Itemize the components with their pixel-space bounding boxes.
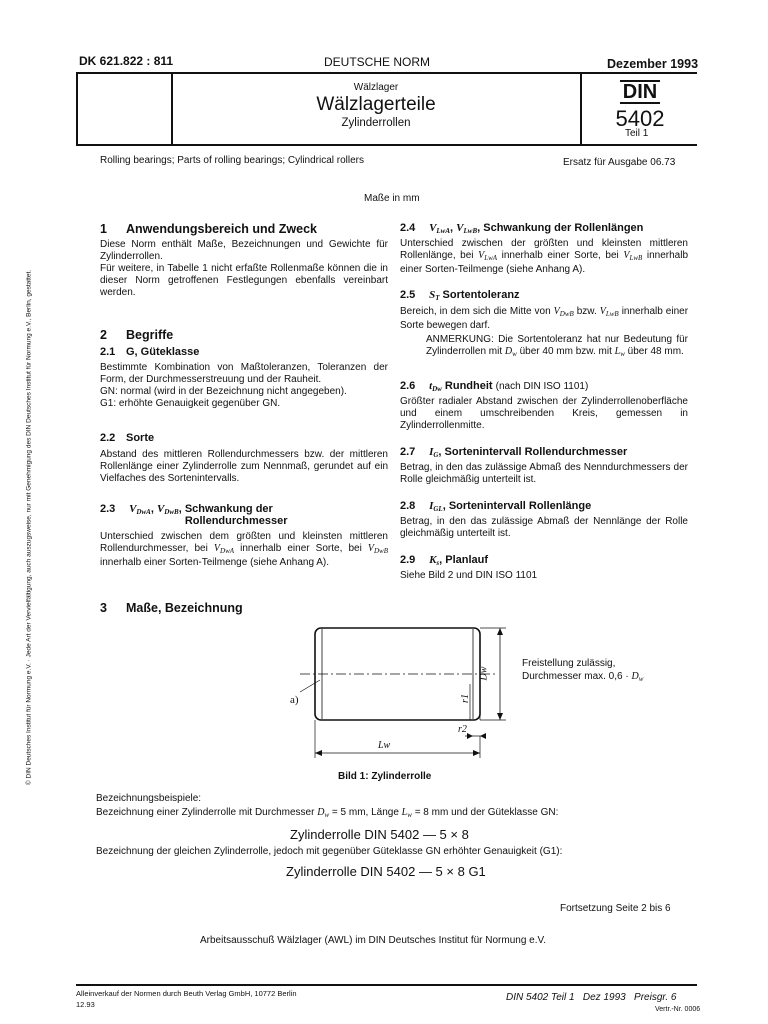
symbol: $V_{DwB}$ — [156, 503, 179, 516]
footer-vertr-number: Vertr.-Nr. 0006 — [655, 1006, 701, 1013]
paragraph: Diese Norm enthält Maße, Bezeichnungen und Gewichte für Zylinderrollen. — [100, 239, 388, 262]
figure-label-r2: r2 — [458, 724, 467, 735]
din-number: 5402 — [615, 106, 665, 131]
section-title: Sorte — [126, 432, 155, 444]
a-leader-line — [300, 680, 320, 692]
figure-label-a: a) — [290, 694, 299, 706]
figure-cylindrical-roller — [270, 620, 520, 765]
figure-label-r1: r1 — [459, 694, 471, 703]
footer-sales-note: Alleinverkauf der Normen durch Beuth Verlag GmbH, 10772 Berlin — [76, 989, 297, 998]
section-2-1-body — [100, 362, 388, 410]
footer-edition-code: 12.93 — [76, 1000, 95, 1009]
paragraph: Bestimmte Kombination von Maßtoleranzen, Toleranzen der Form, der Durchmesserstreuung und der Rauheit. — [100, 362, 388, 385]
issue-date: Dezember 1993 — [607, 57, 699, 71]
section-number: 2.5 — [400, 289, 416, 301]
titlebox-divider-right — [580, 72, 582, 145]
symbol: $V_{DwA}$ — [129, 503, 151, 516]
din-part: Teil 1 — [625, 128, 649, 139]
norm-label: DEUTSCHE NORM — [324, 55, 431, 69]
section-2-6-body — [400, 396, 688, 432]
examples-title: Bezeichnungsbeispiele: — [96, 793, 202, 804]
section-number: 3 — [100, 601, 107, 615]
paragraph: Betrag, in den das zulässige Abmaß des Nenndurchmessers der Rolle gleichmäßig unterteilt ist. — [400, 462, 688, 485]
section-3-heading — [100, 601, 243, 615]
example-1-desc: Bezeichnung einer Zylinderrolle mit Durchmesser $D_w = 5$ mm, Länge $L_w = 8$ mm und der Güteklasse GN: — [96, 807, 559, 819]
figure-label-dw: Dw — [478, 666, 490, 681]
section-2-2-heading — [100, 432, 154, 444]
section-title: Maße, Bezeichnung — [126, 601, 243, 615]
titlebox-top-line — [76, 72, 697, 74]
section-title: Sortenintervall Rollendurchmesser — [444, 446, 628, 458]
figure-note — [522, 657, 643, 686]
section-title: Schwankung der Rollenlängen — [483, 222, 644, 234]
section-title: Sortentoleranz — [442, 289, 520, 301]
example-2-desc: Bezeichnung der gleichen Zylinderrolle, jedoch mit gegenüber Güteklasse GN erhöhter Genauigkeit (G1): — [96, 846, 563, 857]
figure-note-line1: Freistellung zulässig, — [522, 658, 616, 669]
section-title: Rundheit — [444, 380, 493, 392]
section-2-7-body — [400, 462, 688, 486]
titlebox-left-line — [76, 72, 78, 145]
paragraph: GN: normal (wird in der Bezeichnung nicht angegeben). — [100, 386, 347, 397]
section-2-8-body — [400, 516, 688, 540]
section-title: Schwankung der Rollendurchmesser — [184, 503, 288, 527]
paragraph: Abstand des mittleren Rollendurchmessers bzw. der mittleren Rollenlänge einer Zylinderrolle zum Nennmaß, gerundet auf ein Vielfaches des Sortenintervalls. — [100, 449, 388, 484]
section-title: G, Güteklasse — [126, 346, 200, 358]
designation-examples — [96, 793, 696, 879]
section-title: Planlauf — [445, 554, 489, 566]
section-2-2-body — [100, 449, 388, 485]
section-number: 1 — [100, 222, 107, 236]
section-title: Begriffe — [126, 328, 174, 342]
section-number: 2.6 — [400, 380, 416, 392]
section-2-4-heading: 2.4 $V_{LwA}$, $V_{LwB}$, Schwankung der Rollenlängen — [400, 222, 644, 235]
paragraph: Siehe Bild 2 und DIN ISO 1101 — [400, 570, 538, 581]
paragraph: Für weitere, in Tabelle 1 nicht erfaßte Rollenmaße können die in dieser Norm getroffenen Festlegungen ebenfalls vereinbart werden. — [100, 263, 388, 298]
page-title: Wälzlagerteile — [316, 94, 436, 115]
footer-doc-info: DIN 5402 Teil 1 Dez 1993 Preisgr. 6 — [506, 992, 677, 1003]
paragraph: Betrag, in den das zulässige Abmaß der Nennlänge der Rolle gleichmäßig unterteilt ist. — [400, 516, 688, 539]
section-2-3-body — [100, 531, 388, 569]
example-2-designation: Zylinderrolle DIN 5402 — 5 × 8 G1 — [286, 864, 486, 879]
section-number: 2.9 — [400, 554, 416, 566]
titlebox-bottom-line — [76, 144, 697, 146]
section-title: Sortenintervall Rollenlänge — [448, 500, 592, 512]
section-number: 2.8 — [400, 500, 416, 512]
section-reference: (nach DIN ISO 1101) — [495, 381, 589, 392]
section-2-1-heading — [100, 346, 199, 358]
din-logo-text: DIN — [620, 80, 660, 104]
continuation-note: Fortsetzung Seite 2 bis 6 — [560, 903, 671, 914]
section-2-9-body — [400, 570, 688, 582]
figure-caption: Bild 1: Zylinderrolle — [338, 771, 432, 782]
units-note: Maße in mm — [364, 193, 420, 204]
figure-label-lw: Lw — [378, 740, 391, 751]
english-title: Rolling bearings; Parts of rolling bearings; Cylindrical rollers — [100, 155, 365, 166]
paragraph: Unterschied zwischen der größten und kleinsten mittleren Rollenlänge, bei $V_{LwA}$ innerhalb einer Sorte, bei $V_{LwB}$ innerhalb einer Sorten-Teilmenge (siehe Anhang A). — [400, 238, 689, 275]
section-number: 2.4 — [400, 222, 416, 234]
paragraph: Bereich, in dem sich die Mitte von $V_{DwB}$ bzw. $V_{LwB}$ innerhalb einer Sorte bewegen darf. — [400, 306, 689, 331]
section-number: 2.3 — [100, 503, 116, 515]
paragraph: Unterschied zwischen dem größten und kleinsten mittleren Rollendurchmesser, bei $V_{DwA}$ innerhalb einer Sorte, bei $V_{DwB}$ innerhalb einer Sorten-Teilmenge (siehe Anhang A). — [100, 531, 388, 568]
section-2-4-body — [400, 238, 688, 276]
title-subtitle: Zylinderrollen — [341, 117, 411, 129]
title-small: Wälzlager — [353, 82, 399, 93]
section-2-5-heading: 2.5 $S_T$ Sortentoleranz — [400, 289, 520, 302]
section-number: 2.7 — [400, 446, 416, 458]
section-title: Anwendungsbereich und Zweck — [126, 222, 317, 236]
figure-note-line2: Durchmesser max. $0,6 \cdot D_w$ — [522, 671, 644, 683]
section-1-body — [100, 239, 388, 299]
paragraph: G1: erhöhte Genauigkeit gegenüber GN. — [100, 398, 281, 409]
example-1-designation: Zylinderrolle DIN 5402 — 5 × 8 — [290, 827, 469, 842]
section-2-3-heading: 2.3 $V_{DwA}$, $V_{DwB}$, Schwankung der Rollendurchmesser — [100, 503, 390, 527]
din-logo — [620, 80, 660, 104]
section-2-heading — [100, 328, 173, 342]
committee-note: Arbeitsausschuß Wälzlager (AWL) im DIN Deutsches Institut für Normung e.V. — [200, 935, 547, 946]
dk-number: DK 621.822 : 811 — [79, 54, 174, 68]
section-number: 2 — [100, 328, 107, 342]
section-number: 2.2 — [100, 432, 116, 444]
section-1-heading — [100, 222, 317, 236]
section-2-7-heading: 2.7 $I_G$, Sortenintervall Rollendurchmesser — [400, 446, 628, 459]
footer-rule — [76, 984, 697, 986]
section-2-8-heading: 2.8 $I_{GL}$, Sortenintervall Rollenlänge — [400, 500, 592, 513]
section-number: 2.1 — [100, 346, 116, 358]
section-2-6-heading: 2.6 $t_{Dw}$ Rundheit (nach DIN ISO 1101) — [400, 380, 589, 393]
paragraph: Größter radialer Abstand zwischen der Zylinderrollenoberfläche und einem umschreibenden Kreis, gemessen in Zylinderrollenmitte. — [400, 396, 688, 431]
section-2-5-body — [400, 306, 688, 360]
section-2-9-heading: 2.9 $K_s$, Planlauf — [400, 554, 489, 567]
note-paragraph: ANMERKUNG: Die Sortentoleranz hat nur Bedeutung für Zylinderrollen mit $D_w$ über 40 mm bzw. mit $L_w$ über 48 mm. — [426, 334, 688, 358]
replaces-edition: Ersatz für Ausgabe 06.73 — [563, 157, 676, 168]
side-copyright-note: © DIN Deutsches Institut für Normung e.V. · Jede Art der Vervielfältigung, auch auszugsweise, nur mit Genehmigung des DIN Deutsches Institut für Normung e.V., Berlin, gestattet. — [25, 269, 33, 786]
